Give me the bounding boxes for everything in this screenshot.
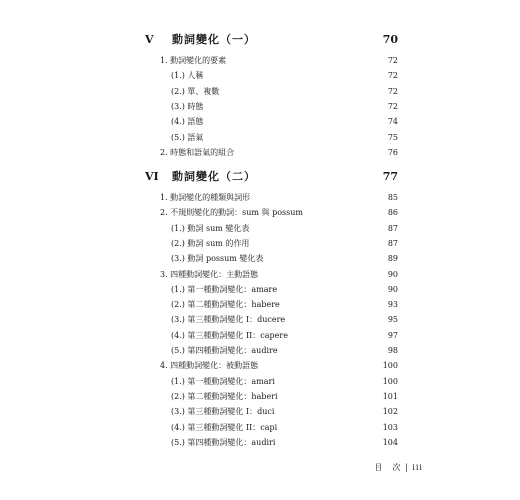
- entry-label: (1.) 第一種動詞變化：amari: [171, 376, 275, 386]
- entry-label: (2.) 第二種動詞變化：haberi: [171, 391, 278, 401]
- toc-subentry: [0, 131, 520, 145]
- toc-entry: [0, 146, 520, 160]
- entry-label: (5.) 第四種動詞變化：audire: [171, 346, 278, 355]
- entry-page-number: 93: [387, 300, 398, 310]
- entry-page-number: 72: [387, 86, 398, 96]
- entry-label: 4. 四種動詞變化：被動語態: [160, 361, 259, 371]
- toc-subentry: [0, 283, 520, 297]
- toc-subentry: [0, 298, 520, 312]
- entry-label: (1.) 第一種動詞變化：amare: [171, 284, 278, 294]
- chapter-page-number: 70: [382, 33, 398, 46]
- entry-page-number: 90: [387, 284, 398, 294]
- entry-page-number: 89: [387, 254, 398, 264]
- toc-subentry: [0, 344, 520, 358]
- toc-entry: [0, 268, 520, 282]
- entry-label: (5.) 第四種動詞變化：audiri: [171, 437, 276, 447]
- entry-page-number: 97: [387, 330, 398, 340]
- entry-label: (4.) 第三種動詞變化 II：capere: [171, 330, 288, 340]
- entry-page-number: 87: [387, 223, 398, 233]
- entry-label: (4.) 語態: [171, 117, 204, 127]
- toc-subentry: [0, 222, 520, 236]
- entry-label: (1.) 動詞 sum 變化表: [171, 223, 250, 233]
- entry-page-number: 72: [387, 101, 398, 111]
- toc-subentry: [0, 69, 520, 83]
- entry-label: (4.) 第三種動詞變化 II：capi: [171, 422, 278, 432]
- entry-label: 2. 不規則變化的動詞：sum 與 possum: [160, 208, 303, 218]
- entry-page-number: 100: [382, 361, 398, 371]
- chapter-heading: [0, 33, 520, 47]
- entry-page-number: 72: [387, 56, 398, 65]
- chapter-page-number: 77: [382, 170, 398, 183]
- entry-label: 2. 時態和語氣的組合: [160, 147, 235, 157]
- toc-entry: [0, 54, 520, 68]
- toc-subentry: [0, 100, 520, 114]
- entry-page-number: 100: [382, 376, 398, 386]
- entry-label: 3. 四種動詞變化：主動語態: [160, 269, 259, 279]
- toc-subentry: [0, 252, 520, 266]
- entry-page-number: 86: [387, 208, 398, 218]
- chapter-heading: [0, 170, 520, 184]
- entry-page-number: 75: [387, 132, 398, 142]
- chapter-numeral: VI: [145, 170, 159, 183]
- entry-label: (1.) 人稱: [171, 71, 204, 81]
- toc-subentry: [0, 390, 520, 404]
- toc-subentry: [0, 237, 520, 251]
- entry-label: 1. 動詞變化的種類與詞形: [160, 193, 251, 202]
- entry-label: (2.) 動詞 sum 的作用: [171, 238, 250, 248]
- entry-label: (3.) 時態: [171, 101, 204, 111]
- entry-page-number: 85: [387, 193, 398, 202]
- chapter-title: 動詞變化（一）: [172, 33, 256, 46]
- toc-subentry: [0, 115, 520, 129]
- entry-label: (3.) 第三種動詞變化 I：duci: [171, 407, 275, 417]
- entry-label: (3.) 第三種動詞變化 I：ducere: [171, 315, 286, 325]
- entry-label: (5.) 語氣: [171, 132, 204, 142]
- toc-subentry: [0, 405, 520, 419]
- entry-page-number: 74: [387, 117, 398, 127]
- entry-page-number: 76: [387, 147, 398, 157]
- entry-page-number: 104: [382, 437, 398, 447]
- toc-subentry: [0, 85, 520, 99]
- entry-page-number: 103: [382, 422, 398, 432]
- toc-entry: [0, 359, 520, 373]
- toc-subentry: [0, 436, 520, 450]
- entry-label: (2.) 第二種動詞變化：habere: [171, 300, 280, 310]
- toc-subentry: [0, 421, 520, 435]
- entry-page-number: 101: [382, 391, 398, 401]
- entry-label: (2.) 單、複數: [171, 86, 220, 96]
- toc-subentry: [0, 375, 520, 389]
- toc-subentry: [0, 313, 520, 327]
- page-footer: 目 次 | iii: [374, 463, 423, 472]
- chapter-title: 動詞變化（二）: [172, 170, 256, 183]
- entry-label: (3.) 動詞 possum 變化表: [171, 254, 264, 264]
- entry-page-number: 98: [387, 346, 398, 355]
- toc-subentry: [0, 329, 520, 343]
- entry-page-number: 95: [387, 315, 398, 325]
- toc-entry: [0, 191, 520, 205]
- entry-page-number: 72: [387, 71, 398, 81]
- chapter-numeral: V: [145, 33, 154, 46]
- entry-page-number: 87: [387, 238, 398, 248]
- toc-entry: [0, 206, 520, 220]
- entry-page-number: 90: [387, 269, 398, 279]
- entry-page-number: 102: [382, 407, 398, 417]
- entry-label: 1. 動詞變化的要素: [160, 56, 227, 65]
